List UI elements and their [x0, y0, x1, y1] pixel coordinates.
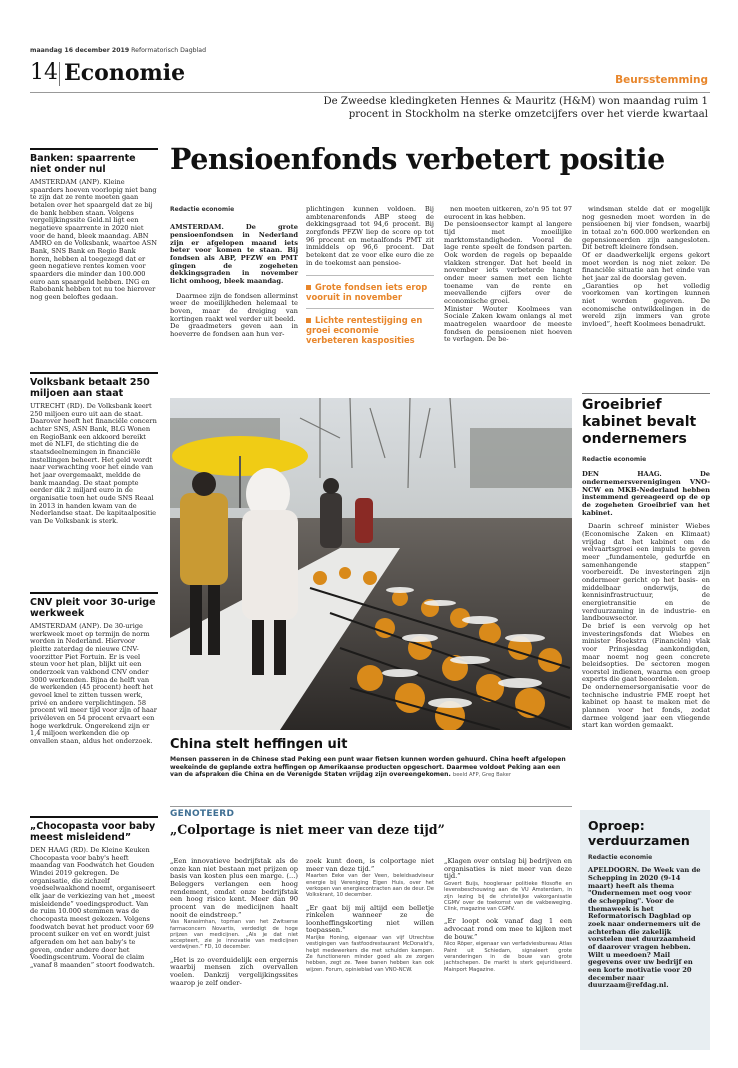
main-lead: AMSTERDAM. De grote pensioenfondsen in Nederland zijn er afgelopen maand iets beter voor komen te staan. Bij fondsen als ABP, PFZW en PMT gingen de zogeheten dekkingsgraden in november licht omhoog, bleek maandag. [170, 223, 298, 285]
main-byline: Redactie economie [170, 206, 235, 213]
main-headline: Pensioenfonds verbetert positie [170, 142, 665, 176]
page-date-line: maandag 16 december 2019 Reformatorisch Dagblad [30, 47, 207, 54]
sidebar-article-3 [30, 597, 158, 746]
main-col-4 [582, 206, 710, 329]
genoteerd-title: „Colportage is niet meer van deze tijd” [170, 822, 445, 837]
main-col3-text: nen moeten uitkeren, zo'n 95 tot 97 eurocent in kas hebben. De pensioensector kampt al langere tijd met moeilijke marktomstandigheden. Vooral de lage rente speelt de fondsen parten. Ook worden de regels op bepaalde vlakken strenger. Dat het beeld in november iets verbeterde hangt onder meer samen met een lichte toename van de rente en meevallende cijfers over de economische groei. Minister Wouter Koolmees van Sociale Zaken kwam onlangs al met maatregelen waardoor de meeste fondsen de pensioenen niet hoeven te verlagen. De be- [444, 205, 572, 344]
photo-credit: beeld AFP, Greg Baker [452, 772, 511, 778]
page-number: 14 [30, 60, 58, 85]
photo-caption-title: China stelt heffingen uit [170, 737, 348, 752]
genoteerd-col-1 [170, 858, 298, 993]
sidebar-text: AMSTERDAM (ANP). De 30-urige werkweek moet op termijn de norm worden in Nederland. Hiervoor pleitte zaterdag de nieuwe CNV-voorzitter Piet Fortuin. Er is veel steun voor het plan, blijkt uit een onderzoek van vakbond CNV onder 3000 werkenden. Bijna de helft van de werkenden (45 procent) heeft het gevoel knel te zitten tussen werk, privé en andere verplichtingen. 58 procent wil meer tijd voor zijn of haar privéleven en 54 procent ervaart een hoge werkdruk. Ongerekend zijn er 1,4 miljoen werkenden die op onvallen staan, aldus het onderzoek. [30, 622, 157, 745]
quote-item: „Klagen over ontslag bij bedrijven en organisaties is niet meer van deze tijd.” Govert Buijs, hoogleraar politieke filosofie en levensbeschouwing aan de VU Amsterdam, in zijn lezing bij de christelijke vakorganisatie CGMV over de toekomst van de vakbeweging. Clink, magazine van CGMV. [444, 857, 572, 913]
quote-item: „Er loopt ook vanaf dag 1 een advocaat rond om mee te kijken met de bouw.” Nico Röper, eigenaar van verfadviesbureau Atlas Paint uit Schiedam, signaleert grote veranderingen in de bouw van grote jachtschepen. De markt is sterk gejuridiseerd. Mainport Magazine. [444, 917, 572, 973]
photo-caption: Mensen passeren in de Chinese stad Peking een punt waar fietsen kunnen worden gehuurd. China heeft afgelopen weekeinde de geplande extra heffingen op Amerikaanse producten opgeschort. Daarmee voldoet Peking aan een van de afspraken die China en de Verenigde Staten vrijdag zijn overeengekomen. beeld AFP, Greg Baker [170, 756, 566, 778]
groeibrief-article [582, 397, 710, 730]
section-title: Economie [64, 60, 186, 86]
beurs-label: Beursstemming [615, 74, 708, 86]
main-col-1 [170, 206, 298, 339]
oproep-byline: Redactie economie [588, 854, 653, 861]
quote-item: „Er gaat bij mij altijd een belletje rinkelen wanneer ze de loonheffingskorting niet willen toepassen.” Marijke Honing, eigenaar van vijf Utrechtse vestigingen van fastfoodrestaurant McDonald's, helpt medewerkers die met schulden kampen. Ze functioneren minder goed als ze zorgen hebben, zegt ze. Twee banen hebben kan ook wijzen. Forum, opinieblad van VNO-NCW. [306, 903, 434, 973]
sidebar-text: DEN HAAG (RD). De Kleine Keuken Chocopasta voor baby's heeft maandag van Foodwatch het Gouden Windei 2019 gekregen. De organisatie, die zichzelf voedselwaakhond noemt, organiseert elk jaar de verkiezing van het „meest misleidende” voedingsproduct. Van de ruim 10.000 stemmen was de chocopasta meest gekozen. Volgens foodwatch bevat het product voor 69 procent suiker en vet en wordt juist afgeraden om het aan baby's te geven, onder andere door het Voedingscentrum. Vooral de claim „vanaf 8 maanden” stoort foodwatch. [30, 846, 156, 969]
groeibrief-title: Groeibrief kabinet bevalt ondernemers [582, 397, 697, 447]
sidebar-article-4 [30, 821, 158, 970]
main-col-2 [306, 206, 434, 345]
main-bullet-1: Grote fondsen iets erop vooruit in november [306, 282, 428, 303]
genoteerd-col-2 [306, 858, 434, 979]
quote-item: „Een innovatieve bedrijfstak als de onze kan niet bestaan met prijzen op basis van kosten plus een marge. (...) Beleggers verlangen een hoog rendement, omdat onze bedrijfstak een hoog risico kent. Meer dan 90 procent van de medicijnen haalt nooit de eindstreep.” Vas Narasimhan, topman van het Zwitserse farmaconcern Novartis, verdedigt de hoge prijzen van medicijnen. „Als je dat niet accepteert, zie je innovatie van medicijnen verdwijnen.” FD, 10 december. [170, 857, 298, 951]
oproep-text: APELDOORN. De Week van de Schepping in 2020 (9-14 maart) heeft als thema "Ondernemen met oog voor de schepping". Voor de themaweek is het Reformatorisch Dagblad op zoek naar ondernemers uit de achterban die zakelijk vorstelen met duurzaamheid of daarover vragen hebben. Wilt u meedoen? Mail gegevens over uw bedrijf en een korte motivatie voor 20 december naar duurzaam@refdag.nl. [588, 866, 701, 990]
beurs-text: De Zweedse kledingketen Hennes & Mauritz (H&M) won maandag ruim 1 procent in Stockholm na sterke omzetcijfers over het vierde kwartaal [323, 96, 708, 120]
groeibrief-byline: Redactie economie [582, 456, 647, 463]
main-col2-text: plichtingen kunnen voldoen. Bij ambtenarenfonds ABP steeg de dekkingsgraad tot 94,6 procent. Bij zorgfonds PFZW liep de score op tot 96 procent en metaalfonds PMT zit inmiddels op 96,6 procent. Dat betekent dat ze voor elke euro die ze in de toekomst aan pensioe- [306, 205, 434, 267]
quote-item: zoek kunt doen, is colportage niet meer van deze tijd.” Maarten Eeke van der Veen, beleidsadviseur energie bij Vereniging Eigen Huis, over het verkopen van energiecontracten aan de deur. De Volkskrant, 10 december. [306, 857, 434, 899]
sidebar-title: Banken: spaarrente niet onder nul [30, 153, 136, 175]
main-bullet-2: Lichte rentestijging en groei economie verbeteren kasposities [306, 315, 423, 346]
sidebar-title: Volksbank betaalt 250 miljoen aan staat [30, 377, 150, 399]
groeibrief-text: Daarin schreef minister Wiebes (Economische Zaken en Klimaat) vrijdag dat het kabinet om de welvaartsgroei een impuls te geven meer „fundamentele, gedurfde en samenhangende stappen” voorbereidt. De investeringen zijn ondermeer gericht op het basis- en middelbaar onderwijs, de kennisinfrastructuur, de energietransitie en de verduurzaming in de industrie- en landbouwsector. De brief is een vervolg op het investeringsfonds dat Wiebes en minister Hoekstra (Financiën) vlak voor Prinsjesdag aankondigden, maar noemt nog geen concrete beleidsopties. De sectoren mogen voorstel indienen, waarna een groep experts die gaat beoordelen. De ondernemersorganisatie voor de technische industrie FME roept het kabinet op haast te maken met de plannen voor het fonds, zodat darmee volgend jaar een vliegende start kan worden gemaakt. [582, 522, 710, 730]
sidebar-text: AMSTERDAM (ANP). Kleine spaarders hoeven voorlopig niet bang te zijn dat ze rente moeten gaan betalen over het spaargeld dat ze bij de bank hebben staan. Volgens vergelijkingssite Geld.nl ligt een negatieve spaarrente in 2020 niet voor de hand, bleek maandag. ABN AMRO en de Volksbank, waartoe ASN Bank, SNS Bank en Regio Bank horen, hebben al toegezegd dat er geen negatieve rentes komen voor spaarders die minder dan 100.000 euro aan spaargeld hebben. ING en Rabobank hebben tot nu toe hierover nog geen beloftes gedaan. [30, 178, 157, 301]
genoteerd-label: GENOTEERD [170, 809, 235, 819]
oproep-title: Oproep: verduurzamen [588, 818, 690, 848]
quote-item: „Het is zo overduidelijk een ergernis waarbij mensen zich overvallen voelen. Dankzij vergelijkingssites waarop je zelf onder- [170, 955, 298, 987]
genoteerd-col-3 [444, 858, 572, 979]
sidebar-title: „Chocopasta voor baby meest misleidend” [30, 821, 156, 843]
photo-illustration [170, 398, 572, 730]
main-col-3 [444, 206, 572, 344]
main-col1-text: Daarmee zijn de fondsen allerminst weer de moeilijkheden helemaal te boven, maar de dreiging van kortingen raakt wel verder uit beeld. De graadmeters geven aan in hoeverre de fondsen aan hun ver- [170, 291, 298, 338]
news-photo [170, 398, 572, 730]
oproep-box [580, 810, 710, 1050]
sidebar-article-1 [30, 153, 158, 302]
groeibrief-lead: DEN HAAG. De ondernemersverenigingen VNO-NCW en MKB-Nederland hebben instemmend gereageerd op de op de zogeheten Groeibrief van het kabinet. [582, 470, 710, 517]
sidebar-text: UTRECHT (RD). De Volksbank keert 250 miljoen euro uit aan de staat. Daarover heeft het financiële concern achter SNS, ASN Bank, BLG Wonen en RegioBank een akkoord bereikt met de NLFI, de stichting die de staatsdeelnemingen in financiële instellingen beheert. Het geld wordt naar verwachting voor het einde van het jaar overgemaakt, meldde de bank maandag. De staat pompte eerder dik 2 miljard euro in de organisatie toen het oude SNS Reaal in 2013 in handen kwam van de Nederlandse staat. De kapitaalpositie van De Volksbank is sterk. [30, 402, 157, 525]
sidebar-article-2 [30, 377, 158, 526]
main-col4-text: windsman stelde dat er mogelijk nog gesneden moet worden in de pensioenen bij vier fondsen, waarbij in totaal zo'n 600.000 werkenden en gepensioneerden zijn aangesloten. Dit betreft kleinere fondsen. Of er daadwerkelijk ergens gekort moet worden is nog niet zeker. De financiële situatie aan het einde van het jaar zal de doorslag geven. „Garanties op het volledig voorkomen van kortingen kunnen niet worden gegeven. De economische ontwikkelingen in de wereld zijn immers van grote invloed”, heeft Koolmees benadrukt. [582, 205, 710, 328]
sidebar-title: CNV pleit voor 30-urige werkweek [30, 597, 156, 619]
